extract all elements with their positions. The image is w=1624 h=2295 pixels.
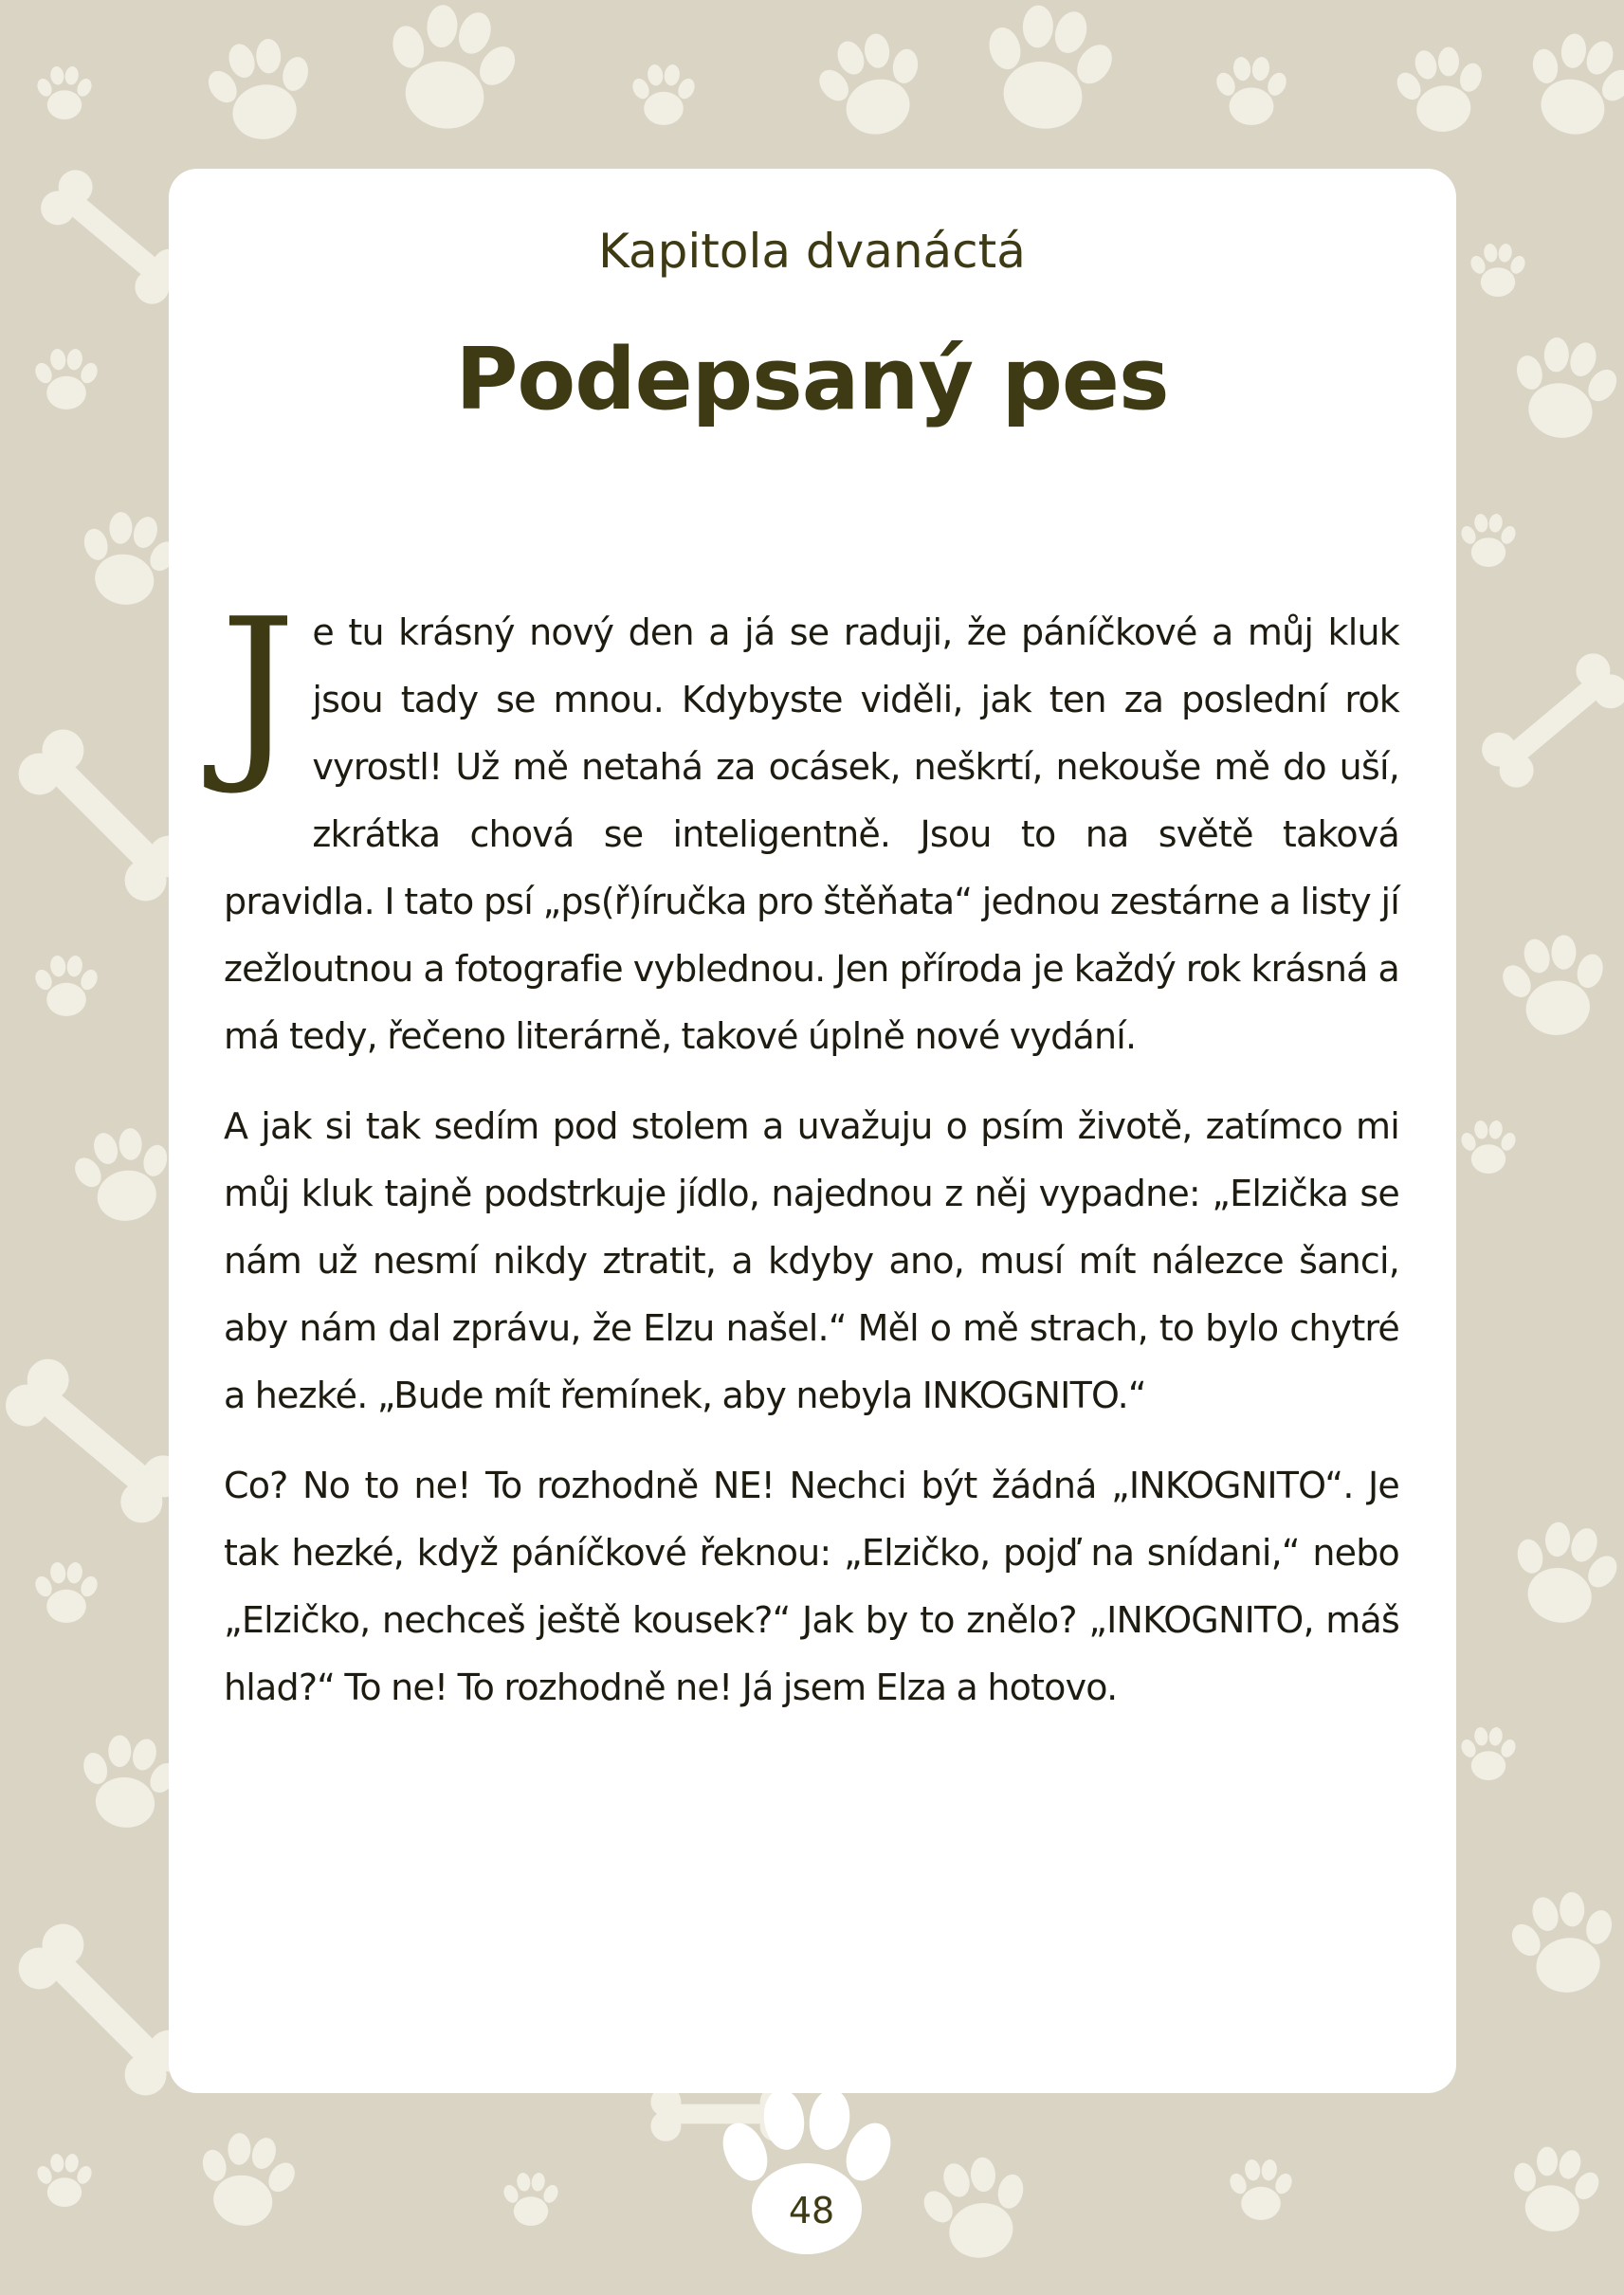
paw-print-icon: [970, 0, 1125, 140]
paragraph-1-text: e tu krásný nový den a já se raduji, že páníčkové a můj kluk jsou tady se mnou. Kdybyste viděli, jak ten za poslední rok vyrostl! Už mě netahá za ocásek, neškrtí, nekouše mě do uší, zkrátka chová se inteligentně. Jsou to na světě taková pravidla. I tato psí „ps(ř)íručka pro štěňata“ jednou zestárne a listy jí zežloutnou a fotografie vyblednou. Jen příroda je každý rok krásná a má tedy, řečeno literárně, takové úplně nové vydání.: [224, 611, 1399, 1057]
paw-print-icon: [1501, 1884, 1624, 2001]
paw-print-icon: [1389, 41, 1493, 137]
drop-cap: J: [220, 578, 296, 799]
chapter-title: Podepsaný pes: [455, 330, 1169, 429]
paw-print-icon: [1459, 1726, 1519, 1780]
paragraph-3: Co? No to ne! To rozhodně NE! Nechci být žádná „INKOGNITO“. Je tak hezké, když páníčkové řeknou: „Elzičko, pojď na snídani,“ nebo „Elzičko, nechceš ještě kousek?“ Jak by to znělo? „INKOGNITO, máš hlad?“ To ne! To rozhodně ne! Já jsem Elza a hotovo.: [224, 1465, 1399, 1708]
chapter-body: [220, 578, 1399, 1744]
paragraph-2: A jak si tak sedím pod stolem a uvažuju o psím životě, zatímco mi můj kluk tajně podstrkuje jídlo, najednou z něj vypadne: „Elzička se nám už nesmí nikdy ztratit, a kdyby ano, musí mít nálezce šanci, aby nám dal zprávu, že Elzu našel.“ Měl o mě strach, to bylo chytré a hezké. „Bude mít řemínek, aby nebyla INKOGNITO.“: [224, 1105, 1399, 1416]
paw-print-icon: [502, 2172, 561, 2226]
paw-print-icon: [189, 2125, 305, 2234]
paw-print-icon: [1512, 22, 1624, 147]
paw-print-icon: [32, 955, 100, 1016]
paw-print-icon: [1459, 513, 1519, 567]
paw-print-icon: [35, 2153, 95, 2207]
paw-print-icon: [1459, 1120, 1519, 1174]
paw-print-icon: [1500, 1512, 1624, 1633]
paw-print-icon: [1213, 56, 1290, 125]
paw-print-icon: [1227, 2158, 1295, 2220]
paw-print-icon: [197, 30, 324, 148]
bone-icon: [1475, 647, 1624, 794]
bone-icon: [0, 1351, 192, 1532]
paw-print-icon: [64, 1120, 181, 1229]
paw-print-icon: [806, 22, 939, 147]
chapter-label: Kapitola dvanáctá: [598, 224, 1026, 279]
paw-print-icon: [1503, 2140, 1607, 2237]
paw-print-icon: [32, 1561, 100, 1623]
paw-print-icon: [912, 2147, 1041, 2268]
paragraph-1: [220, 578, 1399, 1070]
paw-print-icon: [630, 64, 698, 125]
page-number: 48: [788, 2190, 835, 2231]
paw-print-icon: [1493, 928, 1617, 1043]
paw-print-icon: [371, 0, 530, 142]
paw-print-icon: [35, 65, 95, 119]
